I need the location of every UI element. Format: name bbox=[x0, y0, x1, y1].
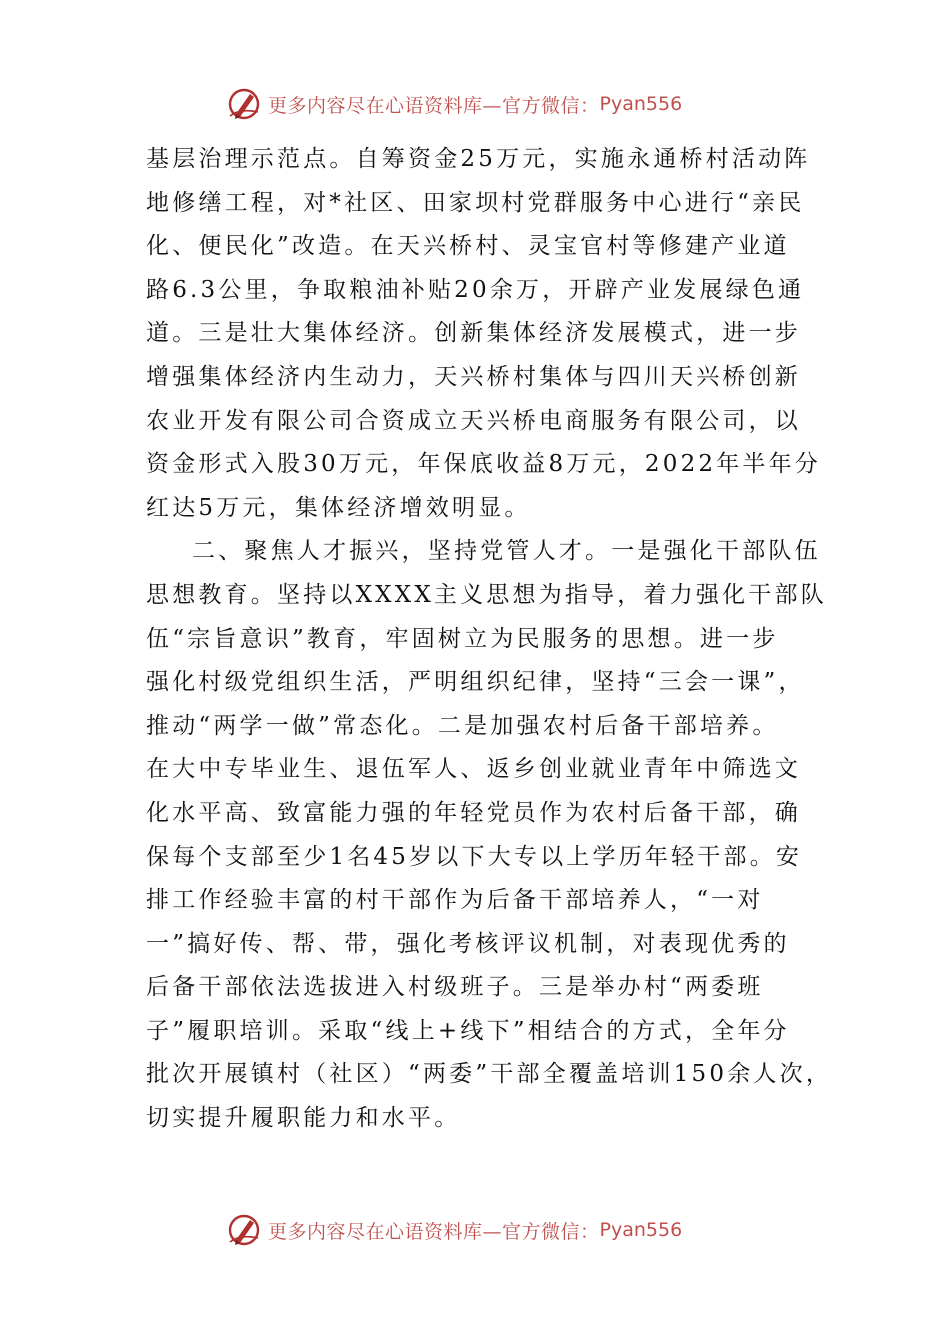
text-line: 增强集体经济内生动力，天兴桥村集体与四川天兴桥创新 bbox=[146, 363, 801, 390]
text-line: 保每个支部至少1名45岁以下大专以上学历年轻干部。安 bbox=[146, 843, 803, 870]
pen-logo-icon bbox=[226, 86, 262, 122]
banner-text: 更多内容尽在心语资料库—官方微信： bbox=[268, 1220, 600, 1243]
text-line: 路6.3公里，争取粮油补贴20余万，开辟产业发展绿色通 bbox=[146, 276, 805, 303]
banner-text: 更多内容尽在心语资料库—官方微信： bbox=[268, 94, 600, 117]
text-line: 化、便民化”改造。在天兴桥村、灵宝官村等修建产业道 bbox=[146, 233, 790, 260]
text-line: 后备干部依法选拔进入村级班子。三是举办村“两委班 bbox=[146, 974, 764, 1001]
text-line: 推动“两学一做”常态化。二是加强农村后备干部培养。 bbox=[146, 712, 779, 739]
text-line: 化水平高、致富能力强的年轻党员作为农村后备干部，确 bbox=[146, 799, 801, 826]
text-line: 批次开展镇村（社区）“两委”干部全覆盖培训150余人次， bbox=[146, 1061, 833, 1088]
text-line: 切实提升履职能力和水平。 bbox=[146, 1105, 461, 1132]
text-line: 红达5万元，集体经济增效明显。 bbox=[146, 494, 531, 521]
text-line: 基层治理示范点。自筹资金25万元，实施永通桥村活动阵 bbox=[146, 146, 811, 172]
banner-wechat-id: Pyan556 bbox=[599, 93, 683, 115]
text-line: 道。三是壮大集体经济。创新集体经济发展模式，进一步 bbox=[146, 320, 801, 347]
text-line: 子”履职培训。采取“线上+线下”相结合的方式，全年分 bbox=[146, 1017, 790, 1044]
text-line: 地修缮工程，对*社区、田家坝村党群服务中心进行“亲民 bbox=[146, 189, 805, 216]
text-line: 强化村级党组织生活，严明组织纪律，坚持“三会一课”， bbox=[146, 669, 805, 696]
section-heading-line: 二、聚焦人才振兴，坚持党管人才。一是强化干部队伍 bbox=[192, 538, 821, 565]
footer-banner bbox=[226, 1210, 746, 1250]
text-line: 农业开发有限公司合资成立天兴桥电商服务有限公司，以 bbox=[146, 407, 801, 434]
text-line: 资金形式入股30万元，年保底收益8万元，2022年半年分 bbox=[146, 451, 822, 478]
text-line: 思想教育。坚持以XXXX主义思想为指导，着力强化干部队 bbox=[146, 581, 827, 608]
text-line: 在大中专毕业生、退伍军人、返乡创业就业青年中筛选文 bbox=[146, 756, 801, 783]
pen-logo-icon bbox=[226, 1212, 262, 1248]
banner-wechat-id: Pyan556 bbox=[599, 1219, 683, 1241]
text-line: 排工作经验丰富的村干部作为后备干部培养人，“一对 bbox=[146, 887, 764, 914]
header-banner bbox=[226, 84, 746, 124]
text-line: 一”搞好传、帮、带，强化考核评议机制，对表现优秀的 bbox=[146, 930, 790, 957]
text-line: 伍“宗旨意识”教育，牢固树立为民服务的思想。进一步 bbox=[146, 625, 779, 652]
document-body bbox=[146, 138, 833, 1141]
